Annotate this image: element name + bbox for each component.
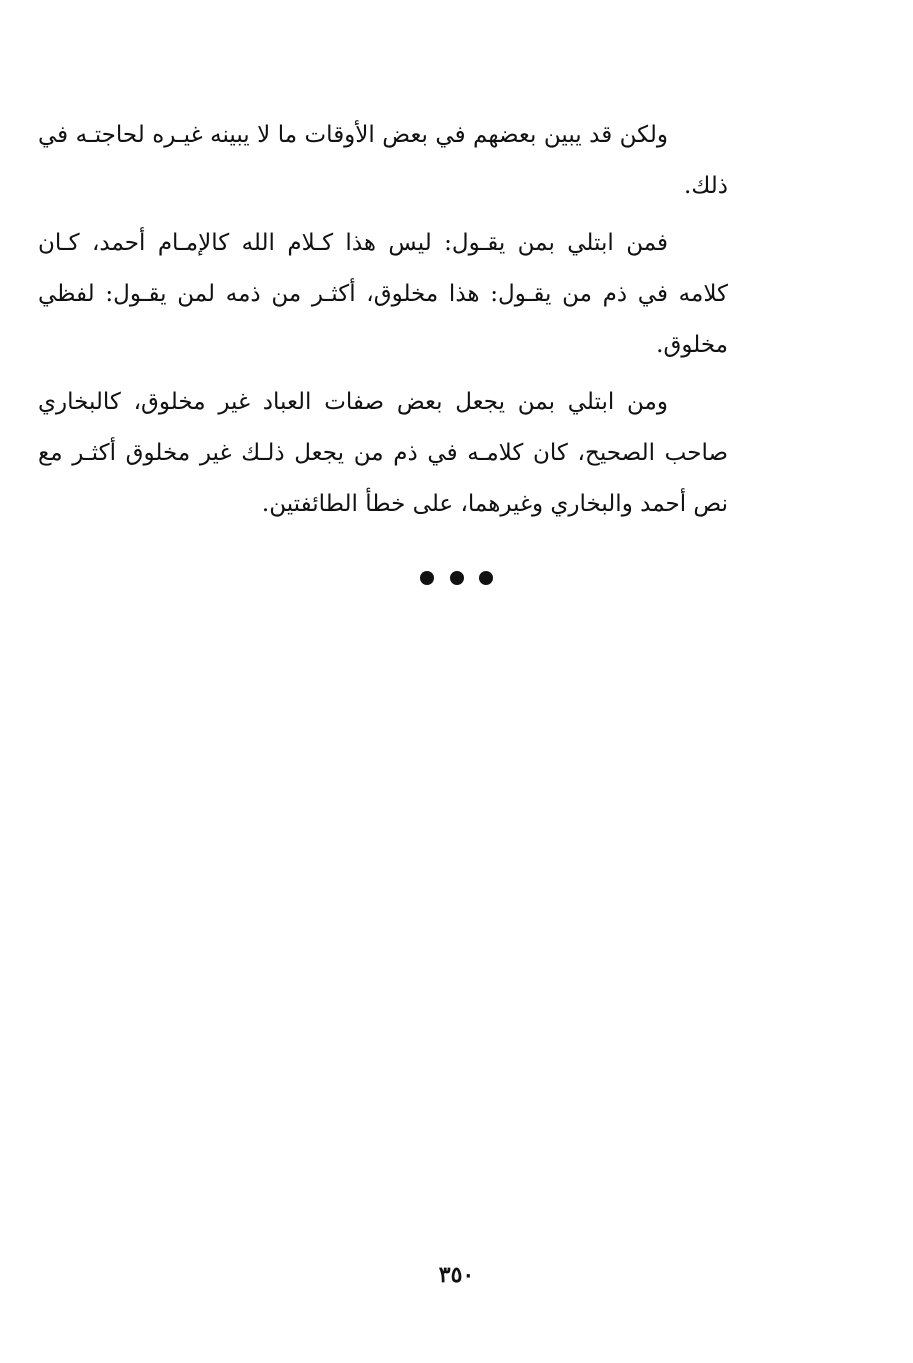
body-text xyxy=(38,110,728,536)
paragraph-3: ومن ابتلي بمن يجعل بعض صفات العباد غير مخلوق، كالبخاري صاحب الصحيح، كان كلامـه في ذم من يجعل ذلـك غير مخلوق أكثـر مع نص أحمد والبخاري وغيرهما، على خطأ الطائفتين. xyxy=(38,389,728,517)
paragraph-2: فمن ابتلي بمن يقـول: ليس هذا كـلام الله كالإمـام أحمد، كـان كلامه في ذم من يقـول: هذا مخلوق، أكثـر من ذمه لمن يقـول: لفظي مخلوق. xyxy=(38,230,728,358)
separator-dot-icon xyxy=(420,571,434,585)
section-separator xyxy=(0,570,913,589)
page-number: ٣٥٠ xyxy=(438,1262,475,1288)
paragraph-1: ولكن قد يبين بعضهم في بعض الأوقات ما لا يبينه غيـره لحاجتـه في ذلك. xyxy=(38,122,728,199)
separator-dot-icon xyxy=(450,571,464,585)
separator-dot-icon xyxy=(479,571,493,585)
